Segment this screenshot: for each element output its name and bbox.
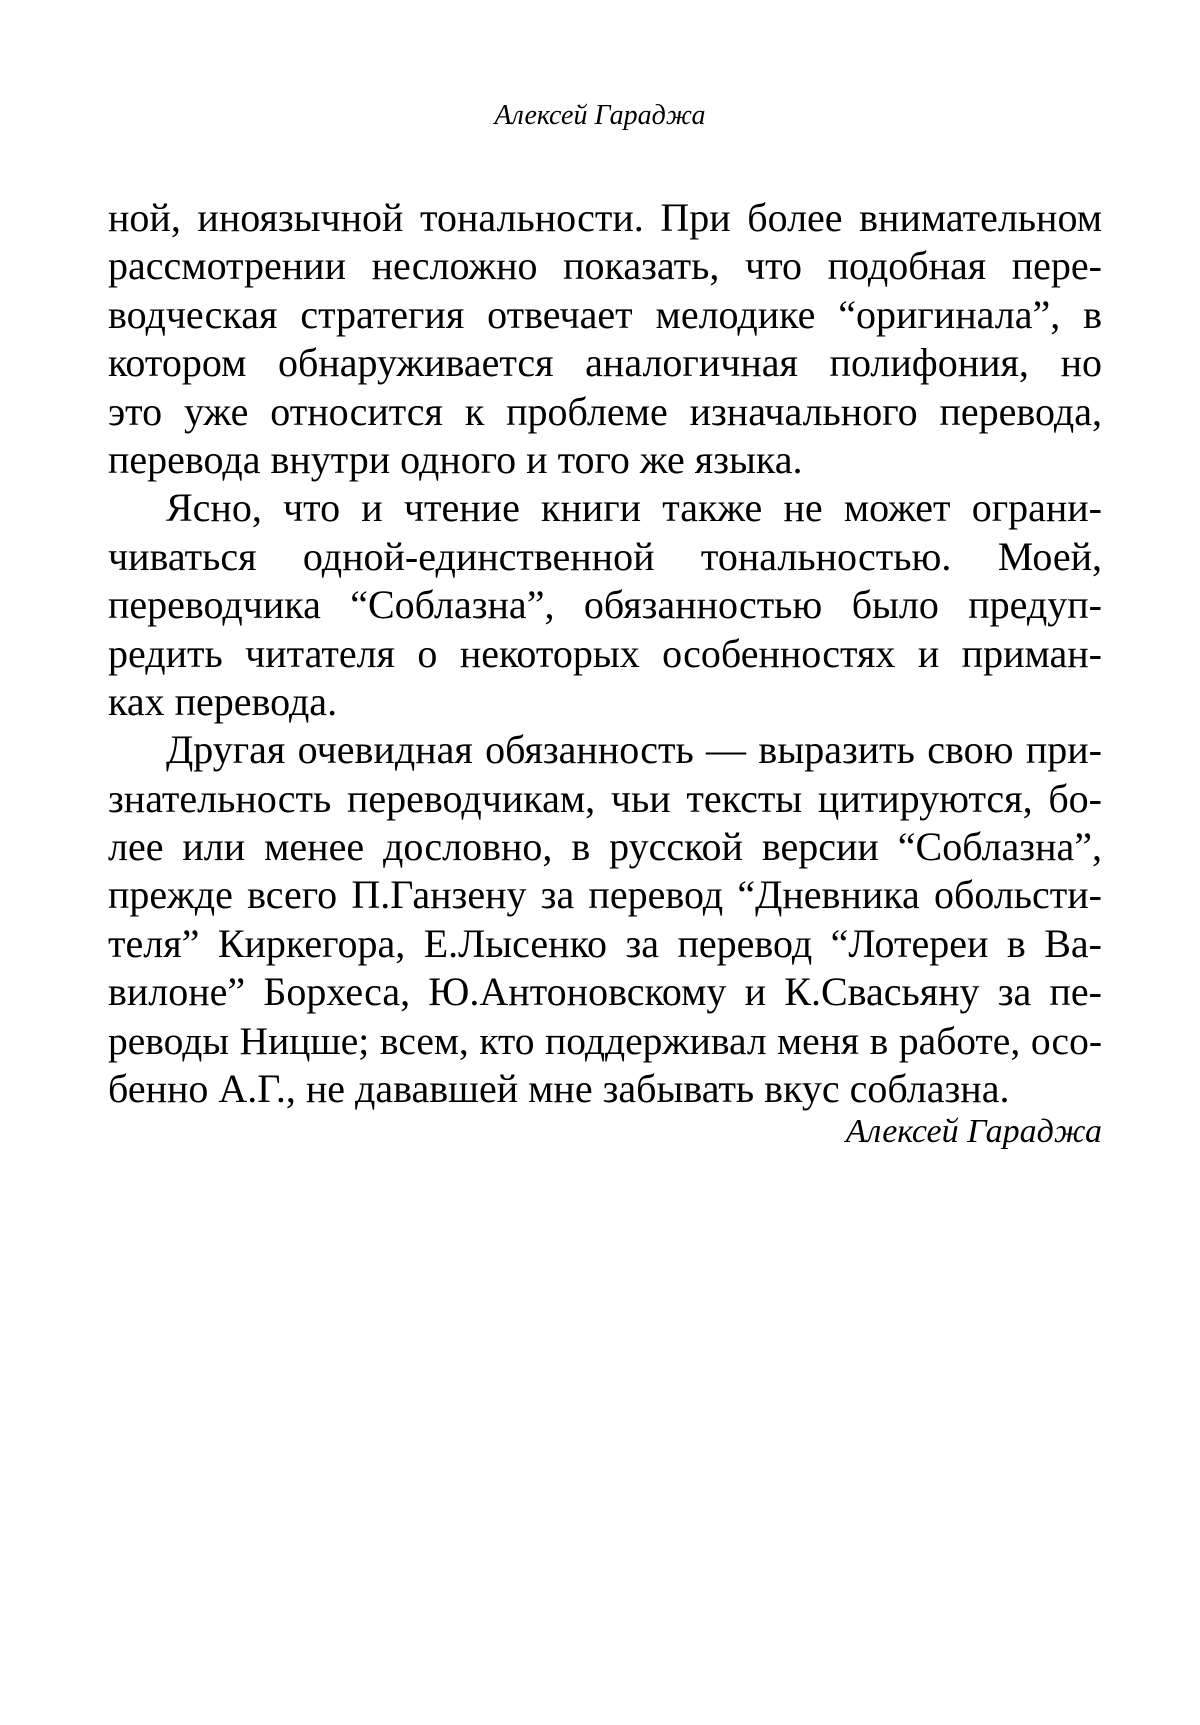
text-line: рассмотрении несложно показать, что подобная пере- xyxy=(108,243,1102,289)
paragraph xyxy=(108,194,1102,484)
text-line: вилоне” Борхеса, Ю.Антоновскому и К.Свасьяну за пе- xyxy=(108,969,1102,1015)
author-signature: Алексей Гараджа xyxy=(845,1113,1102,1150)
text-line: ной, иноязычной тональности. При более внимательном xyxy=(108,195,1102,240)
text-line: прежде всего П.Ганзену за перевод “Дневника обольсти- xyxy=(108,872,1102,918)
text-line: чиваться одной-единственной тональностью. Моей, xyxy=(108,533,1102,579)
text-line: теля” Киркегора, Е.Лысенко за перевод “Лотереи в Ва- xyxy=(108,920,1102,966)
text-line: Ясно, что и чтение книги также не может ограни- xyxy=(166,485,1102,531)
text-line: редить читателя о некоторых особенностях и приман- xyxy=(108,630,1102,676)
text-line: бенно А.Г., не дававшей мне забывать вкус соблазна. xyxy=(108,1066,1010,1112)
text-line: это уже относится к проблеме изначального перевода, xyxy=(108,388,1102,434)
body-text xyxy=(108,194,1102,1113)
text-line: котором обнаруживается аналогичная полифония, но xyxy=(108,340,1102,386)
text-line: перевода внутри одного и того же языка. xyxy=(108,436,803,482)
paragraph xyxy=(108,484,1102,726)
paragraph xyxy=(108,726,1102,1113)
text-line: ках перевода. xyxy=(108,678,338,724)
running-head: Алексей Гараджа xyxy=(494,100,706,131)
text-line: реводы Ницше; всем, кто поддерживал меня в работе, осо- xyxy=(108,1018,1102,1063)
text-line: переводчика “Соблазна”, обязанностью было предуп- xyxy=(108,582,1102,628)
text-line: водческая стратегия отвечает мелодике “оригинала”, в xyxy=(108,291,1102,337)
text-line: лее или менее дословно, в русской версии “Соблазна”, xyxy=(108,824,1102,870)
text-line: Другая очевидная обязанность — выразить свою при- xyxy=(166,727,1102,773)
text-line: знательность переводчикам, чьи тексты цитируются, бо- xyxy=(108,775,1102,821)
